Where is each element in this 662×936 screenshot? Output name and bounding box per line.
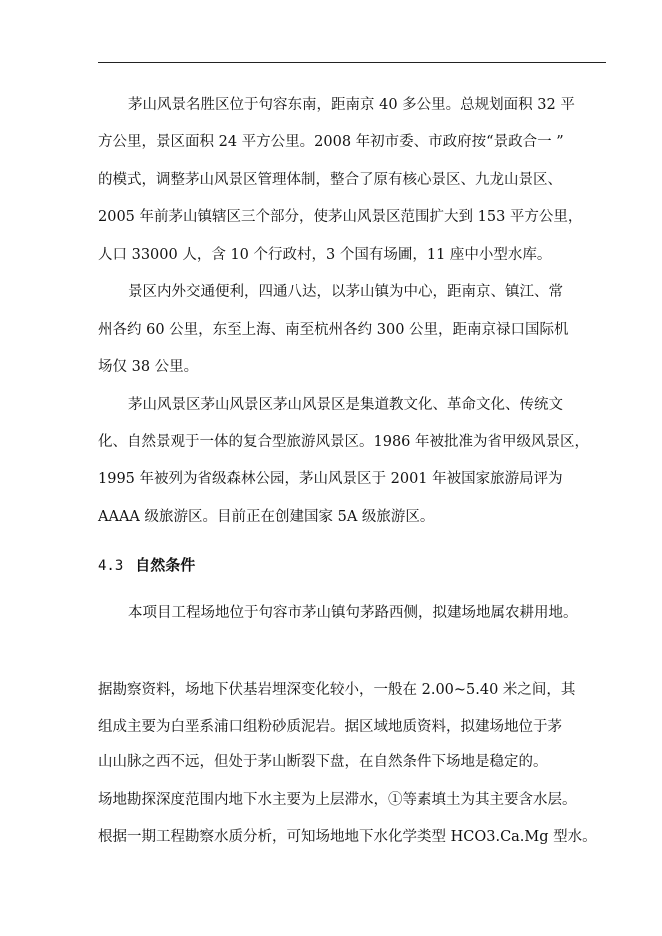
text-line: 茅山风景名胜区位于句容东南，距南京 40 多公里。总规划面积 32 平 — [128, 97, 575, 113]
text-line: 茅山风景区茅山风景区茅山风景区是集道教文化、革命文化、传统文 — [128, 397, 563, 413]
text-line: 根据一期工程勘察水质分析，可知场地地下水化学类型 HCO3.Ca.Mg 型水。 — [98, 829, 597, 845]
section-title: 自然条件 — [135, 556, 196, 574]
text-line: 场地勘探深度范围内地下水主要为上层滞水，①等素填土为其主要含水层。 — [98, 792, 577, 808]
text-line: 2005 年前茅山镇辖区三个部分，使茅山风景区范围扩大到 153 平方公里， — [98, 209, 583, 225]
text-line: 方公里，景区面积 24 平方公里。2008 年初市委、市政府按“景政合一 ” — [98, 134, 564, 150]
text-line: AAAA 级旅游区。目前正在创建国家 5A 级旅游区。 — [98, 509, 435, 525]
section-heading — [98, 555, 195, 576]
text-line: 山山脉之西不远，但处于茅山断裂下盘，在自然条件下场地是稳定的。 — [98, 754, 548, 770]
site-location-line: 本项目工程场地位于句容市茅山镇句茅路西侧，拟建场地属农耕用地。 — [128, 605, 578, 621]
text-line: 1995 年被列为省级森林公园，茅山风景区于 2001 年被国家旅游局评为 — [98, 471, 563, 487]
text-line: 场仅 38 公里。 — [98, 359, 199, 375]
text-line: 景区内外交通便利，四通八达，以茅山镇为中心，距南京、镇江、常 — [128, 284, 563, 300]
section-number: 4.3 — [98, 558, 124, 574]
text-line: 据勘察资料，场地下伏基岩埋深变化较小，一般在 2.00~5.40 米之间，其 — [98, 682, 576, 698]
text-line: 人口 33000 人，含 10 个行政村，3 个国有场圃，11 座中小型水库。 — [98, 247, 552, 263]
text-line: 州各约 60 公里，东至上海、南至杭州各约 300 公里，距南京禄口国际机 — [98, 322, 569, 338]
text-line: 化、自然景观于一体的复合型旅游风景区。1986 年被批准为省甲级风景区， — [98, 434, 590, 450]
text-line: 组成主要为白垩系浦口组粉砂质泥岩。据区域地质资料，拟建场地位于茅 — [98, 719, 562, 735]
header-rule — [98, 62, 606, 63]
text-line: 的模式，调整茅山风景区管理体制，整合了原有核心景区、九龙山景区、 — [98, 172, 562, 188]
